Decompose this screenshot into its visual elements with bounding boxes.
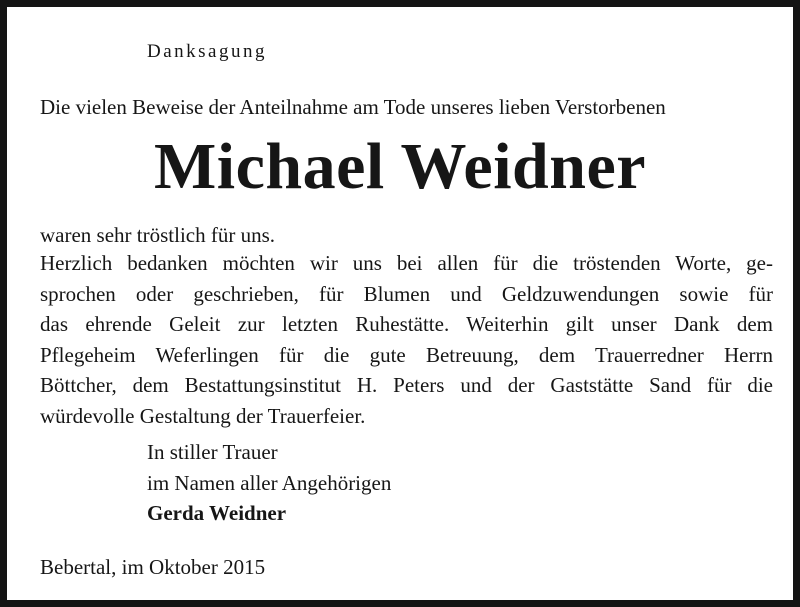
signer-name: Gerda Weidner (147, 501, 287, 525)
thanks-line: würdevolle Gestaltung der Trauerfeier. (40, 403, 366, 428)
intro-text: Die vielen Beweise der Anteilnahme am Tode unseres lieben Verstorbenen (40, 95, 666, 119)
signature-line-family: im Namen aller Angehörigen (147, 471, 392, 495)
notice-heading: Danksagung (147, 41, 267, 62)
thanks-line: Böttcher, dem Bestattungsinstitut H. Peters und der Gaststätte Sand für die (40, 373, 773, 398)
deceased-name: Michael Weidner (153, 130, 647, 203)
place-date: Bebertal, im Oktober 2015 (40, 555, 266, 579)
after-name-text: waren sehr tröstlich für uns. (40, 223, 276, 247)
signature-line-mourning: In stiller Trauer (147, 440, 278, 464)
thanks-line: Pflegeheim Weferlingen für die gute Betreuung, dem Trauerredner Herrn (40, 342, 773, 367)
thanks-line: sprochen oder geschrieben, für Blumen und Geldzuwendungen sowie für (40, 281, 773, 306)
thanks-line: Herzlich bedanken möchten wir uns bei allen für die tröstenden Worte, ge- (40, 251, 773, 275)
thanks-line: das ehrende Geleit zur letzten Ruhestätte. Weiterhin gilt unser Dank dem (40, 312, 773, 337)
thanks-paragraph (40, 248, 773, 432)
